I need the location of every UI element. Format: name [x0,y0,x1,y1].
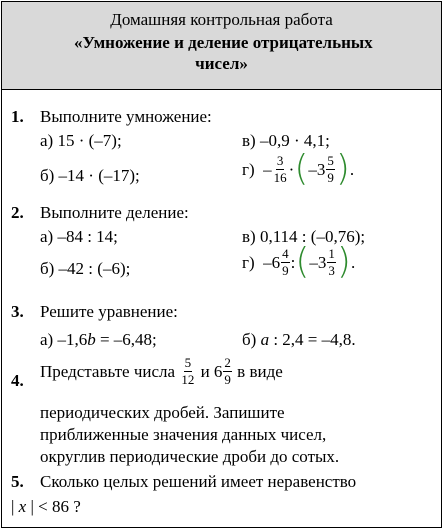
task4-fraction [180,356,195,386]
task3-number: 3. [11,302,24,321]
task4-text-before: Представьте числа [40,361,176,381]
task1-item-a: а) 15 · (–7); [40,131,122,150]
task3-b-suffix: : 2,4 = –4,8. [269,330,356,349]
task1-g-dot: · [288,159,295,179]
abs-left-bar: | [11,497,15,516]
task3-item-a [40,331,157,348]
task1-g-mixed-number [308,154,336,184]
task5-rest: < 86 ? [38,497,81,516]
task2-number: 2. [11,203,24,222]
fraction-numerator: 5 [184,355,192,370]
header-line-2: «Умножение и деление отрицательных [74,33,373,52]
task3-a-prefix: а) –1,6 [40,330,88,349]
task2-g-mixed-number-2 [309,247,337,277]
task1-number: 1. [11,107,24,126]
left-paren: ( [294,148,309,189]
task3-item-b [242,331,356,348]
task3-title: Решите уравнение: [40,302,178,321]
abs-right-bar: | [30,497,34,516]
task3-a-suffix: = –6,48; [95,330,157,349]
task2-item-g [242,241,356,282]
task1-item-g [242,148,355,189]
mixed-whole: –6 [263,252,281,272]
task5-number: 5. [11,472,24,491]
task3-b-prefix: б) [242,330,261,349]
mixed-fraction [327,247,336,277]
task2-g-prefix: г) [242,252,255,272]
fraction-numerator: 1 [328,245,335,261]
task1-g-fraction [273,154,288,184]
task4-and: и [200,361,210,381]
task4-line-1 [40,356,283,386]
worksheet-header [2,2,441,90]
task4-number: 4. [11,371,24,390]
task1-g-end: . [349,159,355,179]
task1-g-prefix: г) [242,159,255,179]
fraction-denominator: 3 [328,262,335,278]
fraction-denominator: 12 [181,371,195,387]
task2-g-mixed-number-1 [263,247,291,277]
task4-line-3: приближенные значения данных чисел, [40,425,327,444]
mixed-whole: 6 [213,361,223,381]
task1-item-b: б) –14 · (–17); [40,166,140,185]
left-paren: ( [295,241,310,282]
fraction-numerator: 4 [282,245,289,261]
fraction-denominator: 9 [327,169,334,185]
task1-title: Выполните умножение: [40,107,212,126]
task2-item-a: а) –84 : 14; [40,227,118,246]
mixed-whole: –3 [309,252,327,272]
task4-mixed-number [214,356,233,386]
mixed-fraction [223,356,232,386]
right-paren: ) [336,241,351,282]
header-line-3: чисел» [195,54,248,73]
fraction-numerator: 2 [224,355,231,370]
task2-title: Выполните деление: [40,203,189,222]
fraction-numerator: 3 [276,152,284,168]
header-line-1: Домашняя контрольная работа [110,10,333,29]
mixed-whole: –3 [308,159,326,179]
task4-text-after: в виде [237,361,283,381]
mixed-fraction [326,154,335,184]
task5-inequality [11,498,81,515]
fraction-denominator: 9 [224,371,231,387]
task3-b-variable: a [260,330,270,349]
task2-g-end: . [350,252,356,272]
task5-variable: x [18,497,27,516]
task2-g-colon: : [290,252,296,272]
task4-line-4: округлив периодические дроби до сотых. [40,447,340,466]
task5-text: Сколько целых решений имеет неравенство [40,472,357,491]
task4-line-2: периодических дробей. Запишите [40,403,285,422]
mixed-fraction [281,247,290,277]
task2-item-v: в) 0,114 : (–0,76); [242,227,366,246]
fraction-numerator: 5 [327,152,334,168]
task1-item-v: в) –0,9 · 4,1; [242,131,330,150]
task3-a-variable: b [87,330,96,349]
fraction-denominator: 9 [282,262,289,278]
right-paren: ) [335,148,350,189]
fraction-denominator: 16 [273,169,287,185]
task2-item-b: б) –42 : (–6); [40,259,131,278]
task1-g-minus: – [263,159,272,179]
